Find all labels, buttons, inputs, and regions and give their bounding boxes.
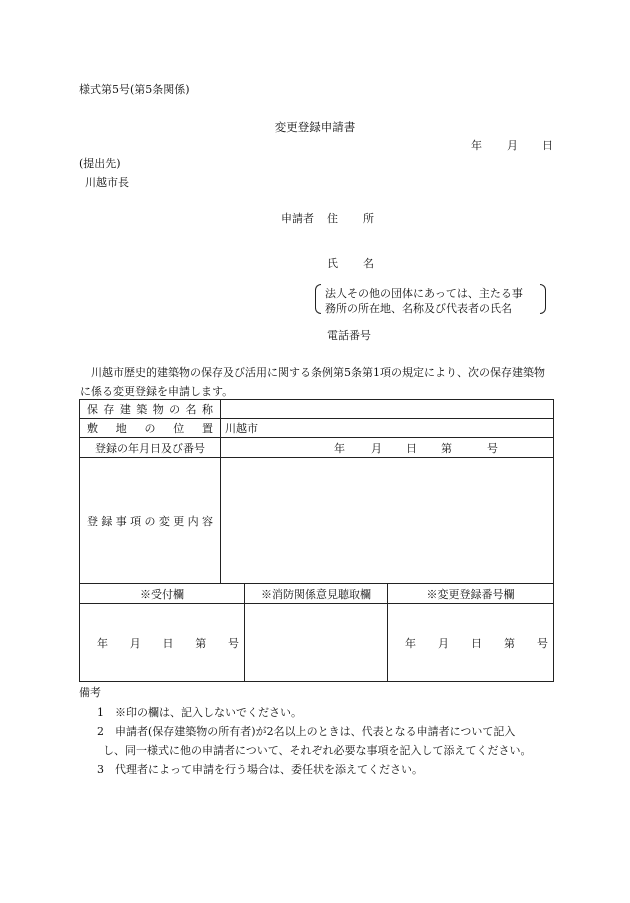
registration-date-label: 登録の年月日及び番号 — [80, 438, 221, 458]
phone-label: 電話番号 — [327, 329, 371, 342]
date-year: 年 — [471, 139, 482, 152]
notes-heading: 備考 — [79, 686, 101, 699]
site-location-value: 川越市 — [225, 422, 258, 435]
site-location-label: 敷 地 の 位 置 — [80, 419, 221, 438]
reception-header: ※受付欄 — [80, 584, 245, 604]
note-1-number: 1 — [97, 706, 104, 719]
building-info-table — [79, 399, 554, 584]
fire-consultation-header: ※消防関係意見聴取欄 — [245, 584, 388, 604]
registration-date-field[interactable]: 年 月 日 第 号 — [221, 438, 554, 458]
name-label-char1: 氏 — [327, 257, 338, 270]
fire-consultation-field[interactable] — [245, 604, 388, 682]
left-paren — [315, 284, 321, 314]
corporate-note — [315, 284, 546, 316]
submit-to-recipient: 川越市長 — [85, 176, 129, 189]
building-name-label: 保 存 建 築 物 の 名 称 — [80, 400, 221, 419]
document-title: 変更登録申請書 — [274, 120, 356, 134]
date-month: 月 — [507, 139, 518, 152]
site-location-field[interactable] — [221, 419, 554, 438]
change-number-field[interactable]: 年 月 日 第 号 — [388, 604, 554, 682]
right-paren — [540, 284, 546, 314]
note-2-text-line1: 申請者(保存建築物の所有者)が2名以上のときは、代表となる申請者について記入 — [115, 725, 516, 738]
corporate-note-line1: 法人その他の団体にあっては、主たる事 — [325, 287, 523, 300]
form-number: 様式第5号(第5条関係) — [79, 83, 190, 96]
change-content-label: 登 録 事 項 の 変 更 内 容 — [80, 458, 221, 584]
note-2-text-line2: し、同一様式に他の申請者について、それぞれ必要な事項を記入して添えてください。 — [103, 744, 532, 757]
name-label-char2: 名 — [363, 257, 374, 270]
note-3-number: 3 — [97, 763, 104, 776]
address-label-char1: 住 — [327, 212, 338, 225]
note-2-number: 2 — [97, 725, 104, 738]
note-1-text: ※印の欄は、記入しないでください。 — [115, 706, 302, 719]
application-statement: 川越市歴史的建築物の保存及び活用に関する条例第5条第1項の規定により、次の保存建築物に係る変更登録を申請します。 — [80, 366, 545, 398]
office-use-table — [79, 583, 554, 682]
building-name-field[interactable] — [221, 400, 554, 419]
date-day: 日 — [542, 139, 553, 152]
change-content-field[interactable] — [221, 458, 554, 584]
note-3-text: 代理者によって申請を行う場合は、委任状を添えてください。 — [115, 763, 423, 776]
submit-to-label: (提出先) — [79, 157, 121, 170]
address-label-char2: 所 — [363, 212, 374, 225]
reception-field[interactable]: 年 月 日 第 号 — [80, 604, 245, 682]
change-number-header: ※変更登録番号欄 — [388, 584, 554, 604]
corporate-note-line2: 務所の所在地、名称及び代表者の氏名 — [325, 302, 512, 315]
applicant-label: 申請者 — [281, 212, 314, 225]
